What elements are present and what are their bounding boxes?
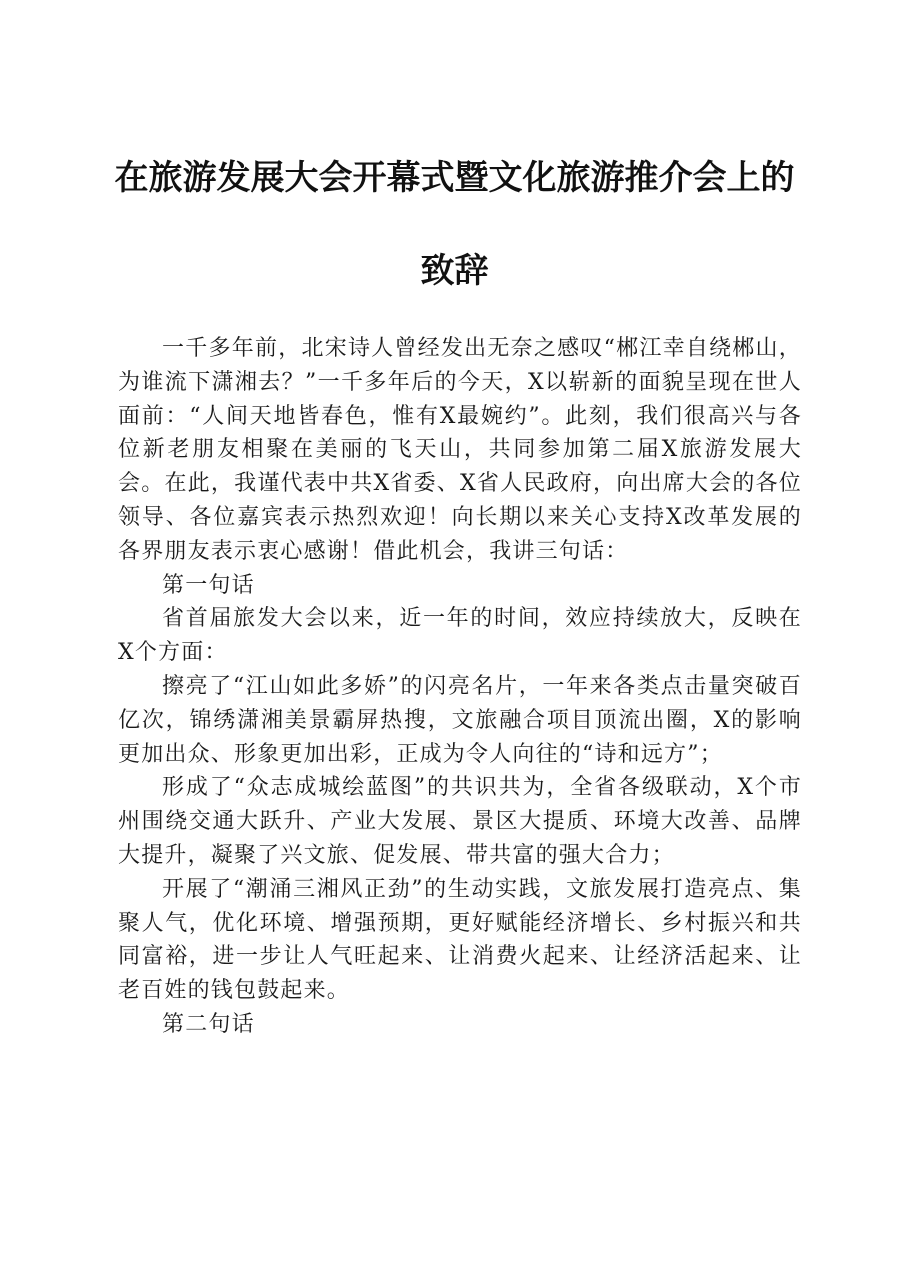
section-heading-2: 第二句话 (162, 1011, 255, 1037)
paragraph: 开展了“潮涌三湘风正劲”的生动实践，文旅发展打造亮点、集聚人气，优化环境、增强预期，更好赋能经济增长、乡村振兴和共同富裕，进一步让人气旺起来、让消费火起来、让经济活起来、让老百姓的钱包鼓起来。 (118, 876, 802, 1004)
section-heading-1: 第一句话 (162, 572, 255, 598)
paragraph: 形成了“众志成城绘蓝图”的共识共为，全省各级联动，X个市州围绕交通大跃升、产业大发展、景区大提质、环境大改善、品牌大提升，凝聚了兴文旅、促发展、带共富的强大合力； (118, 775, 802, 868)
paragraph: 省首届旅发大会以来，近一年的时间，效应持续放大，反映在X个方面： (118, 606, 802, 666)
paragraph: 擦亮了“江山如此多娇”的闪亮名片，一年来各类点击量突破百亿次，锦绣潇湘美景霸屏热搜，文旅融合项目顶流出圈，X的影响更加出众、形象更加出彩，正成为令人向往的“诗和远方”； (118, 673, 802, 767)
paragraph-intro: 一千多年前，北宋诗人曾经发出无奈之感叹“郴江幸自绕郴山，为谁流下潇湘去？”一千多年后的今天，X以崭新的面貌呈现在世人面前：“人间天地皆春色，惟有X最婉约”。此刻，我们很高兴与各位新老朋友相聚在美丽的飞天山，共同参加第二届X旅游发展大会。在此，我谨代表中共X省委、X省人民政府，向出席大会的各位领导、各位嘉宾表示热烈欢迎！向长期以来关心支持X改革发展的各界朋友表示衷心感谢！借此机会，我讲三句话： (118, 336, 802, 564)
document-body (118, 332, 802, 1042)
document-title-line2: 致辞 (420, 251, 489, 291)
document-title-line1: 在旅游发展大会开幕式暨文化旅游推介会上的 (114, 158, 795, 198)
